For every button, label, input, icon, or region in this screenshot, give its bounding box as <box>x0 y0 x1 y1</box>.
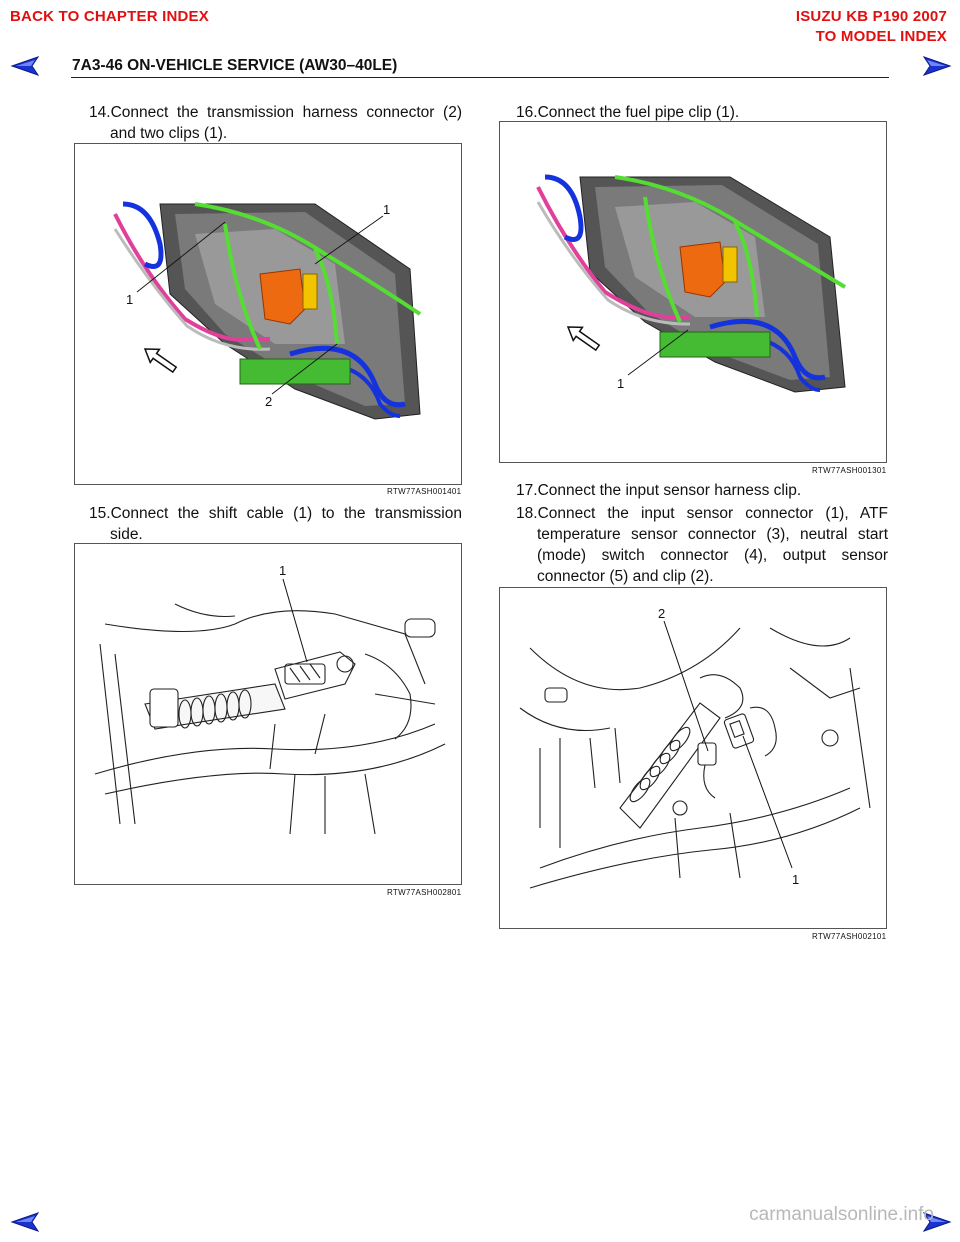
figure-shift-cable <box>74 543 462 885</box>
figure-transmission-harness <box>74 143 462 485</box>
step-18-text <box>516 503 888 587</box>
fig18-callout-1: 1 <box>792 872 800 887</box>
step-18-line-1: Connect the input sensor connector (1), ATF <box>537 505 888 522</box>
prev-page-arrow-bottom-icon[interactable] <box>10 1212 40 1232</box>
back-to-chapter-index-link[interactable]: BACK TO CHAPTER INDEX <box>10 8 209 25</box>
to-model-index-link[interactable]: TO MODEL INDEX <box>815 28 947 45</box>
page-title: 7A3-46 ON-VEHICLE SERVICE (AW30–40LE) <box>72 57 398 74</box>
prev-page-arrow-icon[interactable] <box>10 56 40 76</box>
step-16-line-1: Connect the fuel pipe clip (1). <box>537 104 740 121</box>
step-14-line-2: and two clips (1). <box>110 125 228 142</box>
step-18-line-2: temperature sensor connector (3), neutral start <box>537 526 888 543</box>
step-16-text <box>516 102 888 123</box>
step-14-number: 14. <box>89 104 111 121</box>
figure-14-code: RTW77ASH001401 <box>387 487 462 496</box>
step-18-number: 18. <box>516 505 538 522</box>
step-18-line-4: connector (5) and clip (2). <box>537 568 714 585</box>
figure-18-code: RTW77ASH002101 <box>812 932 887 941</box>
step-15-text <box>89 503 462 545</box>
step-14-text <box>89 102 462 144</box>
fig15-callout-1: 1 <box>279 563 287 578</box>
step-16-number: 16. <box>516 104 538 121</box>
step-18-line-3: (mode) switch connector (4), output sensor <box>537 547 888 564</box>
step-15-line-1: Connect the shift cable (1) to the transmission <box>110 505 462 522</box>
fig14-callout-2: 2 <box>265 394 273 409</box>
header-divider <box>71 77 889 78</box>
step-15-number: 15. <box>89 505 111 522</box>
figure-input-sensor-connector <box>499 587 887 929</box>
watermark: carmanualsonline.info <box>749 1204 934 1225</box>
figure-16-code: RTW77ASH001301 <box>812 466 887 475</box>
step-14-line-1: Connect the transmission harness connector (2) <box>110 104 462 121</box>
step-17-text <box>516 480 888 501</box>
fig14-callout-1b: 1 <box>383 202 391 217</box>
figure-fuel-pipe-clip <box>499 121 887 463</box>
model-title-link[interactable]: ISUZU KB P190 2007 <box>795 8 947 25</box>
step-17-line-1: Connect the input sensor harness clip. <box>537 482 802 499</box>
fig18-callout-2: 2 <box>658 606 666 621</box>
step-17-number: 17. <box>516 482 538 499</box>
figure-15-code: RTW77ASH002801 <box>387 888 462 897</box>
fig14-callout-1a: 1 <box>126 292 134 307</box>
step-15-line-2: side. <box>110 526 143 543</box>
fig16-callout-1: 1 <box>617 376 625 391</box>
next-page-arrow-icon[interactable] <box>922 56 952 76</box>
